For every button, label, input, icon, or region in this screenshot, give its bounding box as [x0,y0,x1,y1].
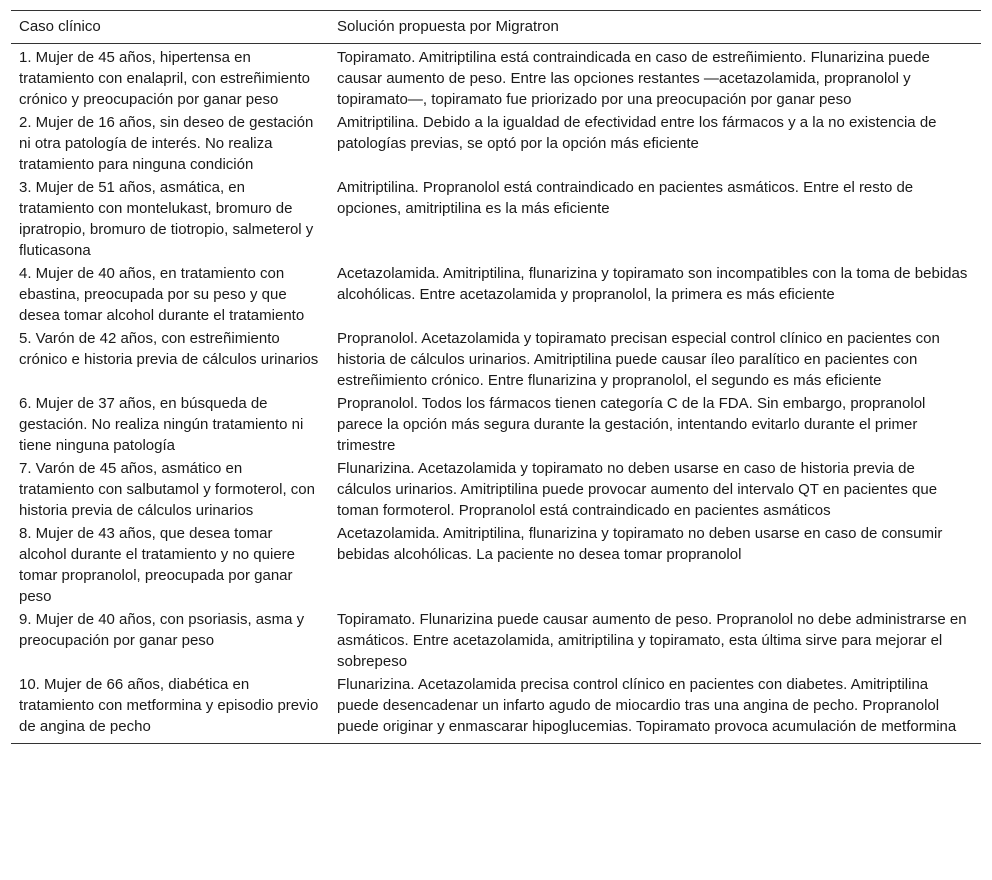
table-row [11,44,981,112]
case-cell: 6. Mujer de 37 años, en búsqueda de gestación. No realiza ningún tratamiento ni tiene ninguna patología [19,395,304,454]
header-case: Caso clínico [19,18,101,35]
case-cell: 1. Mujer de 45 años, hipertensa en tratamiento con enalapril, con estreñimiento crónico y preocupación por ganar peso [19,49,310,108]
clinical-cases-table-container [11,10,981,744]
case-cell: 10. Mujer de 66 años, diabética en tratamiento con metformina y episodio previo de angina de pecho [19,676,319,735]
solution-cell: Flunarizina. Acetazolamida y topiramato no deben usarse en caso de historia previa de cálculos urinarios. Amitriptilina puede provocar aumento del intervalo QT en pacientes que toman formoterol. Propranolol está contraindicado en pacientes asmáticos [337,460,938,519]
header-solution: Solución propuesta por Migratron [337,18,559,35]
table-row [11,176,981,262]
table-header [11,11,981,44]
case-cell: 3. Mujer de 51 años, asmática, en tratamiento con montelukast, bromuro de ipratropio, bromuro de tiotropio, salmeterol y fluticasona [19,179,314,259]
solution-cell: Propranolol. Todos los fármacos tienen categoría C de la FDA. Sin embargo, propranolol parece la opción más segura durante la gestación, intentando evitarlo durante el primer trimestre [337,395,926,454]
solution-cell: Propranolol. Acetazolamida y topiramato precisan especial control clínico en pacientes con historia de cálculos urinarios. Amitriptilina puede causar íleo paralítico en pacientes con estreñimiento crónico. Entre flunarizina y propranolol, el segundo es más eficiente [337,330,940,389]
solution-cell: Acetazolamida. Amitriptilina, flunarizina y topiramato no deben usarse en caso de consumir bebidas alcohólicas. La paciente no desea tomar propranolol [337,525,943,563]
solution-cell: Topiramato. Amitriptilina está contraindicada en caso de estreñimiento. Flunarizina puede causar aumento de peso. Entre las opciones restantes —acetazolamida, propranolol y topiramato—, topiramato fue priorizado por una preocupación por ganar peso [337,49,930,108]
table-row [11,522,981,608]
solution-cell: Topiramato. Flunarizina puede causar aumento de peso. Propranolol no debe administrarse en asmáticos. Entre acetazolamida, amitriptilina y topiramato, esta última sirve para mejorar el sobrepeso [337,611,967,670]
solution-cell: Flunarizina. Acetazolamida precisa control clínico en pacientes con diabetes. Amitriptilina puede desencadenar un infarto agudo de miocardio tras una angina de pecho. Propranolol puede originar y enmascarar hipoglucemias. Topiramato provoca acumulación de metformina [337,676,957,735]
solution-cell: Acetazolamida. Amitriptilina, flunarizina y topiramato son incompatibles con la toma de bebidas alcohólicas. Entre acetazolamida y propranolol, la primera es más eficiente [337,265,968,303]
header-row [11,11,981,44]
case-cell: 2. Mujer de 16 años, sin deseo de gestación ni otra patología de interés. No realiza tratamiento para ninguna condición [19,114,314,173]
table-row [11,608,981,673]
case-cell: 8. Mujer de 43 años, que desea tomar alcohol durante el tratamiento y no quiere tomar propranolol, preocupada por ganar peso [19,525,296,605]
case-cell: 7. Varón de 45 años, asmático en tratamiento con salbutamol y formoterol, con historia previa de cálculos urinarios [19,460,315,519]
table-row [11,111,981,176]
table-row [11,673,981,744]
case-cell: 9. Mujer de 40 años, con psoriasis, asma y preocupación por ganar peso [19,611,305,649]
table-row [11,262,981,327]
solution-cell: Amitriptilina. Debido a la igualdad de efectividad entre los fármacos y a la no existencia de patologías previas, se optó por la opción más eficiente [337,114,937,152]
case-cell: 4. Mujer de 40 años, en tratamiento con ebastina, preocupada por su peso y que desea tomar alcohol durante el tratamiento [19,265,305,324]
table-row [11,327,981,392]
clinical-cases-table [11,10,981,744]
solution-cell: Amitriptilina. Propranolol está contraindicado en pacientes asmáticos. Entre el resto de opciones, amitriptilina es la más eficiente [337,179,914,217]
case-cell: 5. Varón de 42 años, con estreñimiento crónico e historia previa de cálculos urinarios [19,330,319,368]
table-row [11,392,981,457]
table-body [11,44,981,744]
table-row [11,457,981,522]
